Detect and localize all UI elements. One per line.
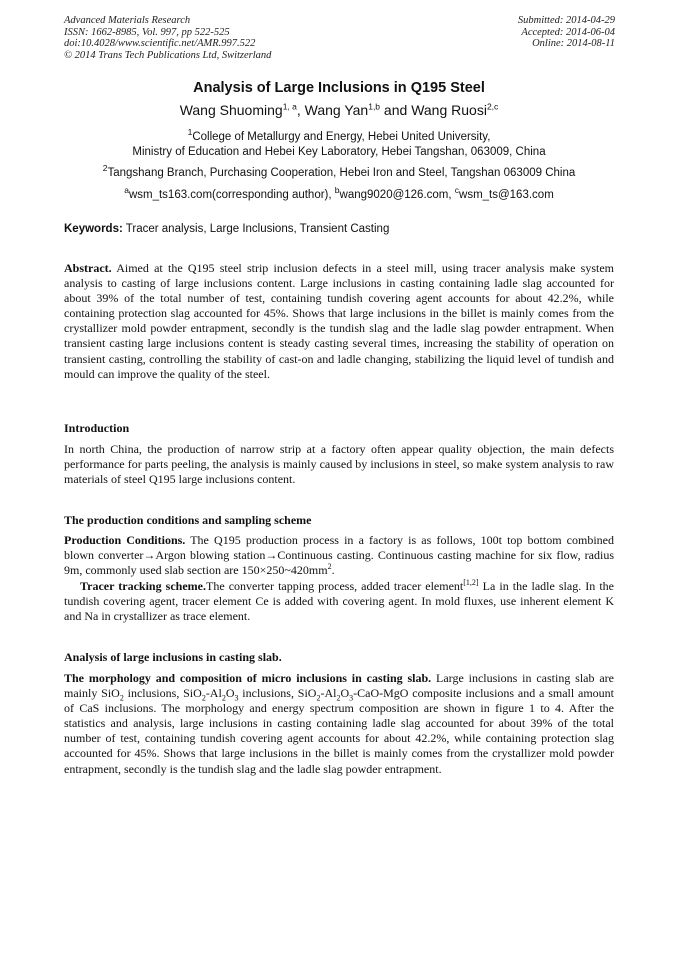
analysis-heading: Analysis of large inclusions in casting slab. — [64, 650, 282, 664]
online-date: Online: 2014-08-11 — [532, 38, 615, 50]
tracer-text: The converter tapping process, added tracer element — [205, 579, 464, 593]
affiliation-1 — [0, 127, 678, 160]
email-marker: b — [334, 185, 340, 196]
tracer-text-rest: La in the ladle slag. In the tundish covering agent, tracer element Ce is added with covering agent. In mold fluxes, use inherent element K and Na in crystallizer as trace element. — [64, 579, 614, 624]
keywords — [64, 223, 624, 235]
production-text: The Q195 production process in a factory is as follows, 100t top bottom combined blown converter→Argon blowing station→Continuous casting. Continuous casting machine for six flow, radius 9m, commonly used slab section are 150×250~420mm — [64, 533, 615, 578]
email-marker: a — [124, 185, 129, 196]
accepted-date: Accepted: 2014-06-04 — [521, 26, 615, 38]
subscript: 3 — [234, 693, 239, 703]
email-address: wang9020@126.com, — [339, 189, 455, 201]
production-heading: The production conditions and sampling scheme — [64, 513, 312, 527]
analysis-text: Large inclusions in casting slab are mainly SiO — [64, 671, 614, 701]
affiliation-marker: 2 — [102, 163, 108, 174]
production-paragraph — [64, 533, 614, 578]
superscript: 2 — [327, 562, 332, 572]
analysis-text: O — [340, 686, 350, 701]
analysis-paragraph — [64, 671, 614, 777]
email-marker: c — [454, 185, 460, 196]
analysis-text: O — [225, 686, 235, 701]
abstract-text: Aimed at the Q195 steel strip inclusion defects in a steel mill, using tracer analysis make system analysis to casting of large inclusions content. Large inclusions in casting containing ladle slag accounted for about 39% of the total number of test, containing tundish covering agent accounts for about 42.2%, while containing protection slag accounted for 45%. Shows that large inclusions in the billet is mainly comes from the crystallizer mold powder entrapment, secondly is the tundish slag and the ladle slag powder entrapment. When transient casting large inclusions content is steady casting several times, increasing the stability of operation on transient casting, controlling the stability of cast-on and ladle changing, stabilizing the liquid level of tundish and mould can improve the quality of the steel. — [64, 261, 614, 381]
subscript: 3 — [349, 693, 354, 703]
introduction-text: In north China, the production of narrow strip at a factory often appear quality objection, the main defects performance for parts peeling, the analysis is mainly caused by inclusions in steel, so make system analysis to raw materials of steel Q195 large inclusions content. — [64, 442, 614, 487]
affiliation-2 — [0, 163, 678, 181]
author-superscript: 1, a — [282, 101, 297, 112]
abstract-label: Abstract. — [64, 261, 112, 275]
email-line — [0, 185, 678, 203]
analysis-text: inclusions, SiO — [238, 686, 317, 701]
keywords-text: Tracer analysis, Large Inclusions, Transient Casting — [122, 223, 390, 235]
subscript: 2 — [316, 693, 321, 703]
email-address: wsm_ts163.com(corresponding author), — [128, 189, 335, 201]
affiliation-marker: 1 — [187, 127, 193, 138]
tracer-paragraph — [64, 579, 614, 624]
keywords-label: Keywords: — [64, 223, 123, 235]
issn-line: ISSN: 1662-8985, Vol. 997, pp 522-525 — [64, 26, 230, 38]
author-separator: , — [296, 102, 305, 118]
citation-ref: [1,2] — [463, 578, 479, 587]
submitted-date: Submitted: 2014-04-29 — [517, 15, 615, 26]
analysis-text: inclusions, SiO — [123, 686, 202, 701]
subscript: 2 — [201, 693, 206, 703]
author-superscript: 1,b — [368, 101, 381, 112]
journal-header — [64, 15, 271, 61]
affiliation-line: College of Metallurgy and Energy, Hebei United University, — [192, 131, 491, 143]
author-separator: and — [380, 102, 412, 118]
affiliation-line: Ministry of Education and Hebei Key Laboratory, Hebei Tangshan, 063009, China — [132, 146, 546, 158]
subscript: 2 — [336, 693, 341, 703]
email-address: wsm_ts@163.com — [459, 189, 554, 201]
author-name: Wang Yan — [304, 102, 369, 118]
journal-name: Advanced Materials Research — [64, 15, 191, 26]
analysis-text: -CaO-MgO composite inclusions and a small amount of CaS inclusions. The morphology and energy spectrum composition are shown in figure 1 to 4. After the statistics and analysis, large inclusions in casting containing ladle slag accounted for about 39% of the total number of test, containing tundish covering agent accounts for about 42.2%, while containing protection slag accounted for 45%. Shows that large inclusions in the billet is mainly comes from the crystallizer mold powder entrapment, secondly is the tundish slag and the ladle slag powder entrapment. — [64, 686, 615, 776]
production-label: Production Conditions. — [64, 533, 186, 547]
production-text-end: . — [331, 563, 335, 578]
subscript: 2 — [119, 693, 124, 703]
author-name: Wang Shuoming — [179, 102, 283, 118]
introduction-heading: Introduction — [64, 421, 130, 435]
analysis-label: The morphology and composition of micro inclusions in casting slab. — [64, 671, 432, 685]
tracer-label: Tracer tracking scheme. — [80, 579, 206, 593]
doi-line: doi:10.4028/www.scientific.net/AMR.997.522 — [64, 38, 256, 50]
author-name: Wang Ruosi — [411, 102, 487, 118]
author-superscript: 2,c — [486, 101, 499, 112]
affiliation-line: Tangshang Branch, Purchasing Cooperation, Hebei Iron and Steel, Tangshan 063009 China — [107, 167, 576, 179]
subscript: 2 — [221, 693, 226, 703]
analysis-text: -Al — [205, 686, 222, 701]
dates-header — [518, 15, 615, 50]
analysis-text: -Al — [320, 686, 337, 701]
abstract — [64, 261, 614, 382]
copyright-line: © 2014 Trans Tech Publications Ltd, Switzerland — [64, 49, 272, 61]
author-list — [0, 102, 678, 118]
paper-title: Analysis of Large Inclusions in Q195 Steel — [193, 80, 485, 96]
